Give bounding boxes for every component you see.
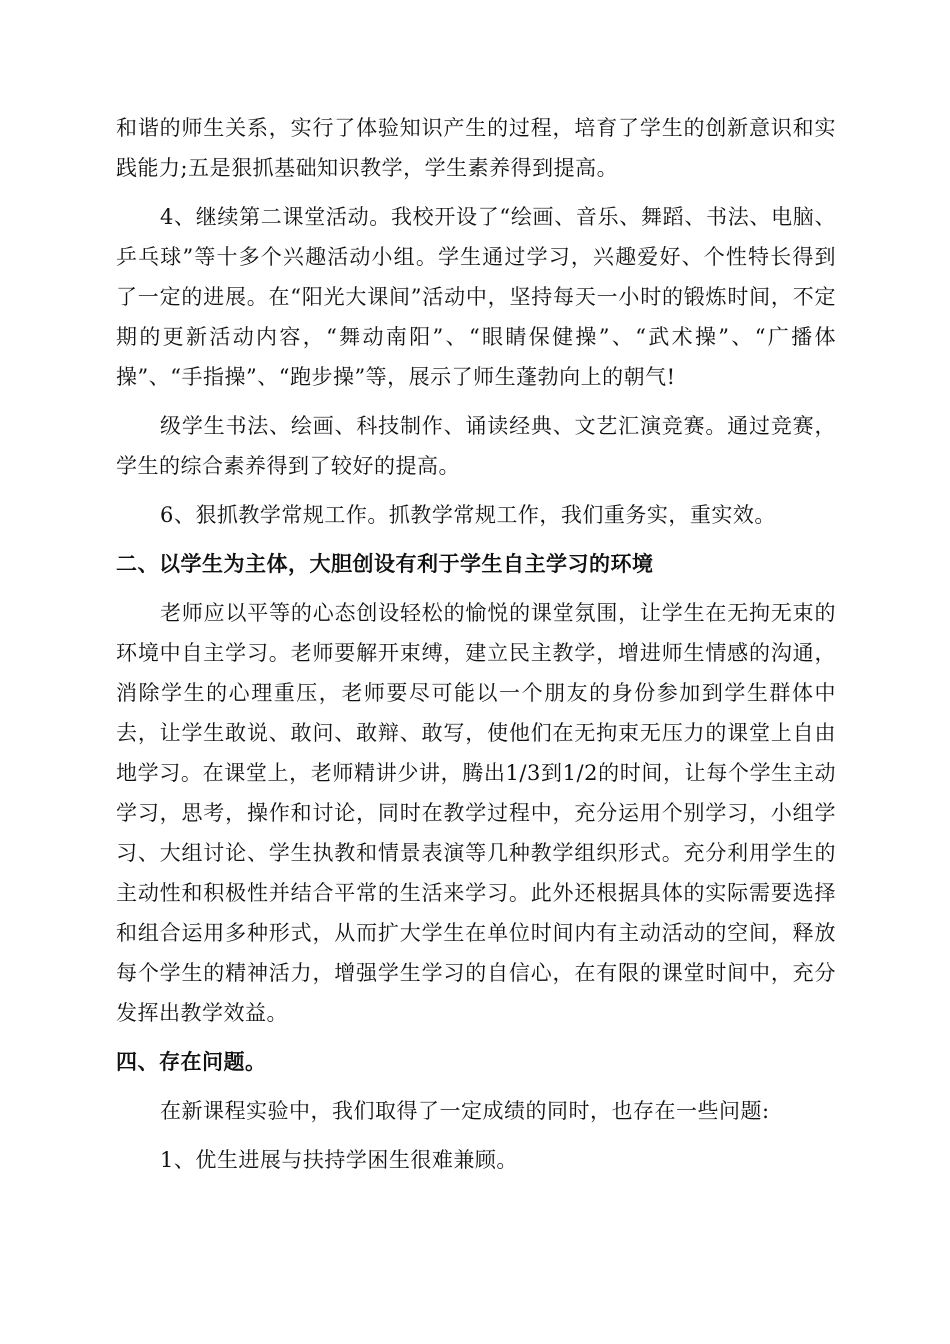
section-heading-2: 二、以学生为主体，大胆创设有利于学生自主学习的环境 <box>116 552 654 576</box>
paragraph-problem-1: 1、优生进展与扶持学困生很难兼顾。 <box>160 1148 518 1172</box>
paragraph-item-4: 4、继续第二课堂活动。我校开设了“绘画、音乐、舞蹈、书法、电脑、乒乓球”等十多个兴趣活动小组。学生通过学习，兴趣爱好、个性特长得到了一定的进展。在“阳光大课间”活动中，坚持每天一小时的锻炼时间，不定期的更新活动内容，“舞动南阳”、“眼睛保健操”、“武术操”、“广播体操”、“手指操”、“跑步操”等，展示了师生蓬勃向上的朝气! <box>116 205 836 389</box>
section-heading-4: 四、存在问题。 <box>116 1050 267 1074</box>
paragraph-student-centered: 老师应以平等的心态创设轻松的愉悦的课堂氛围，让学生在无拘无束的环境中自主学习。老师要解开束缚，建立民主教学，增进师生情感的沟通，消除学生的心理重压，老师要尽可能以一个朋友的身份参加到学生群体中去，让学生敢说、敢问、敢辩、敢写，使他们在无拘束无压力的课堂上自由地学习。在课堂上，老师精讲少讲，腾出1/3到1/2的时间，让每个学生主动学习，思考，操作和讨论，同时在教学过程中，充分运用个别学习，小组学习、大组讨论、学生执教和情景表演等几种教学组织形式。充分利用学生的主动性和积极性并结合平常的生活来学习。此外还根据具体的实际需要选择和组合运用多种形式，从而扩大学生在单位时间内有主动活动的空间，释放每个学生的精神活力，增强学生学习的自信心，在有限的课堂时间中，充分发挥出教学效益。 <box>116 601 836 1025</box>
paragraph-continuation: 和谐的师生关系，实行了体验知识产生的过程，培育了学生的创新意识和实践能力;五是狠抓基础知识教学，学生素养得到提高。 <box>116 116 836 180</box>
paragraph-item-6: 6、狠抓教学常规工作。抓教学常规工作，我们重务实，重实效。 <box>160 503 776 527</box>
paragraph-competitions: 级学生书法、绘画、科技制作、诵读经典、文艺汇演竞赛。通过竞赛，学生的综合素养得到了较好的提高。 <box>116 414 836 478</box>
document-page <box>116 108 836 1180</box>
paragraph-problems-intro: 在新课程实验中，我们取得了一定成绩的同时，也存在一些问题: <box>160 1099 770 1123</box>
